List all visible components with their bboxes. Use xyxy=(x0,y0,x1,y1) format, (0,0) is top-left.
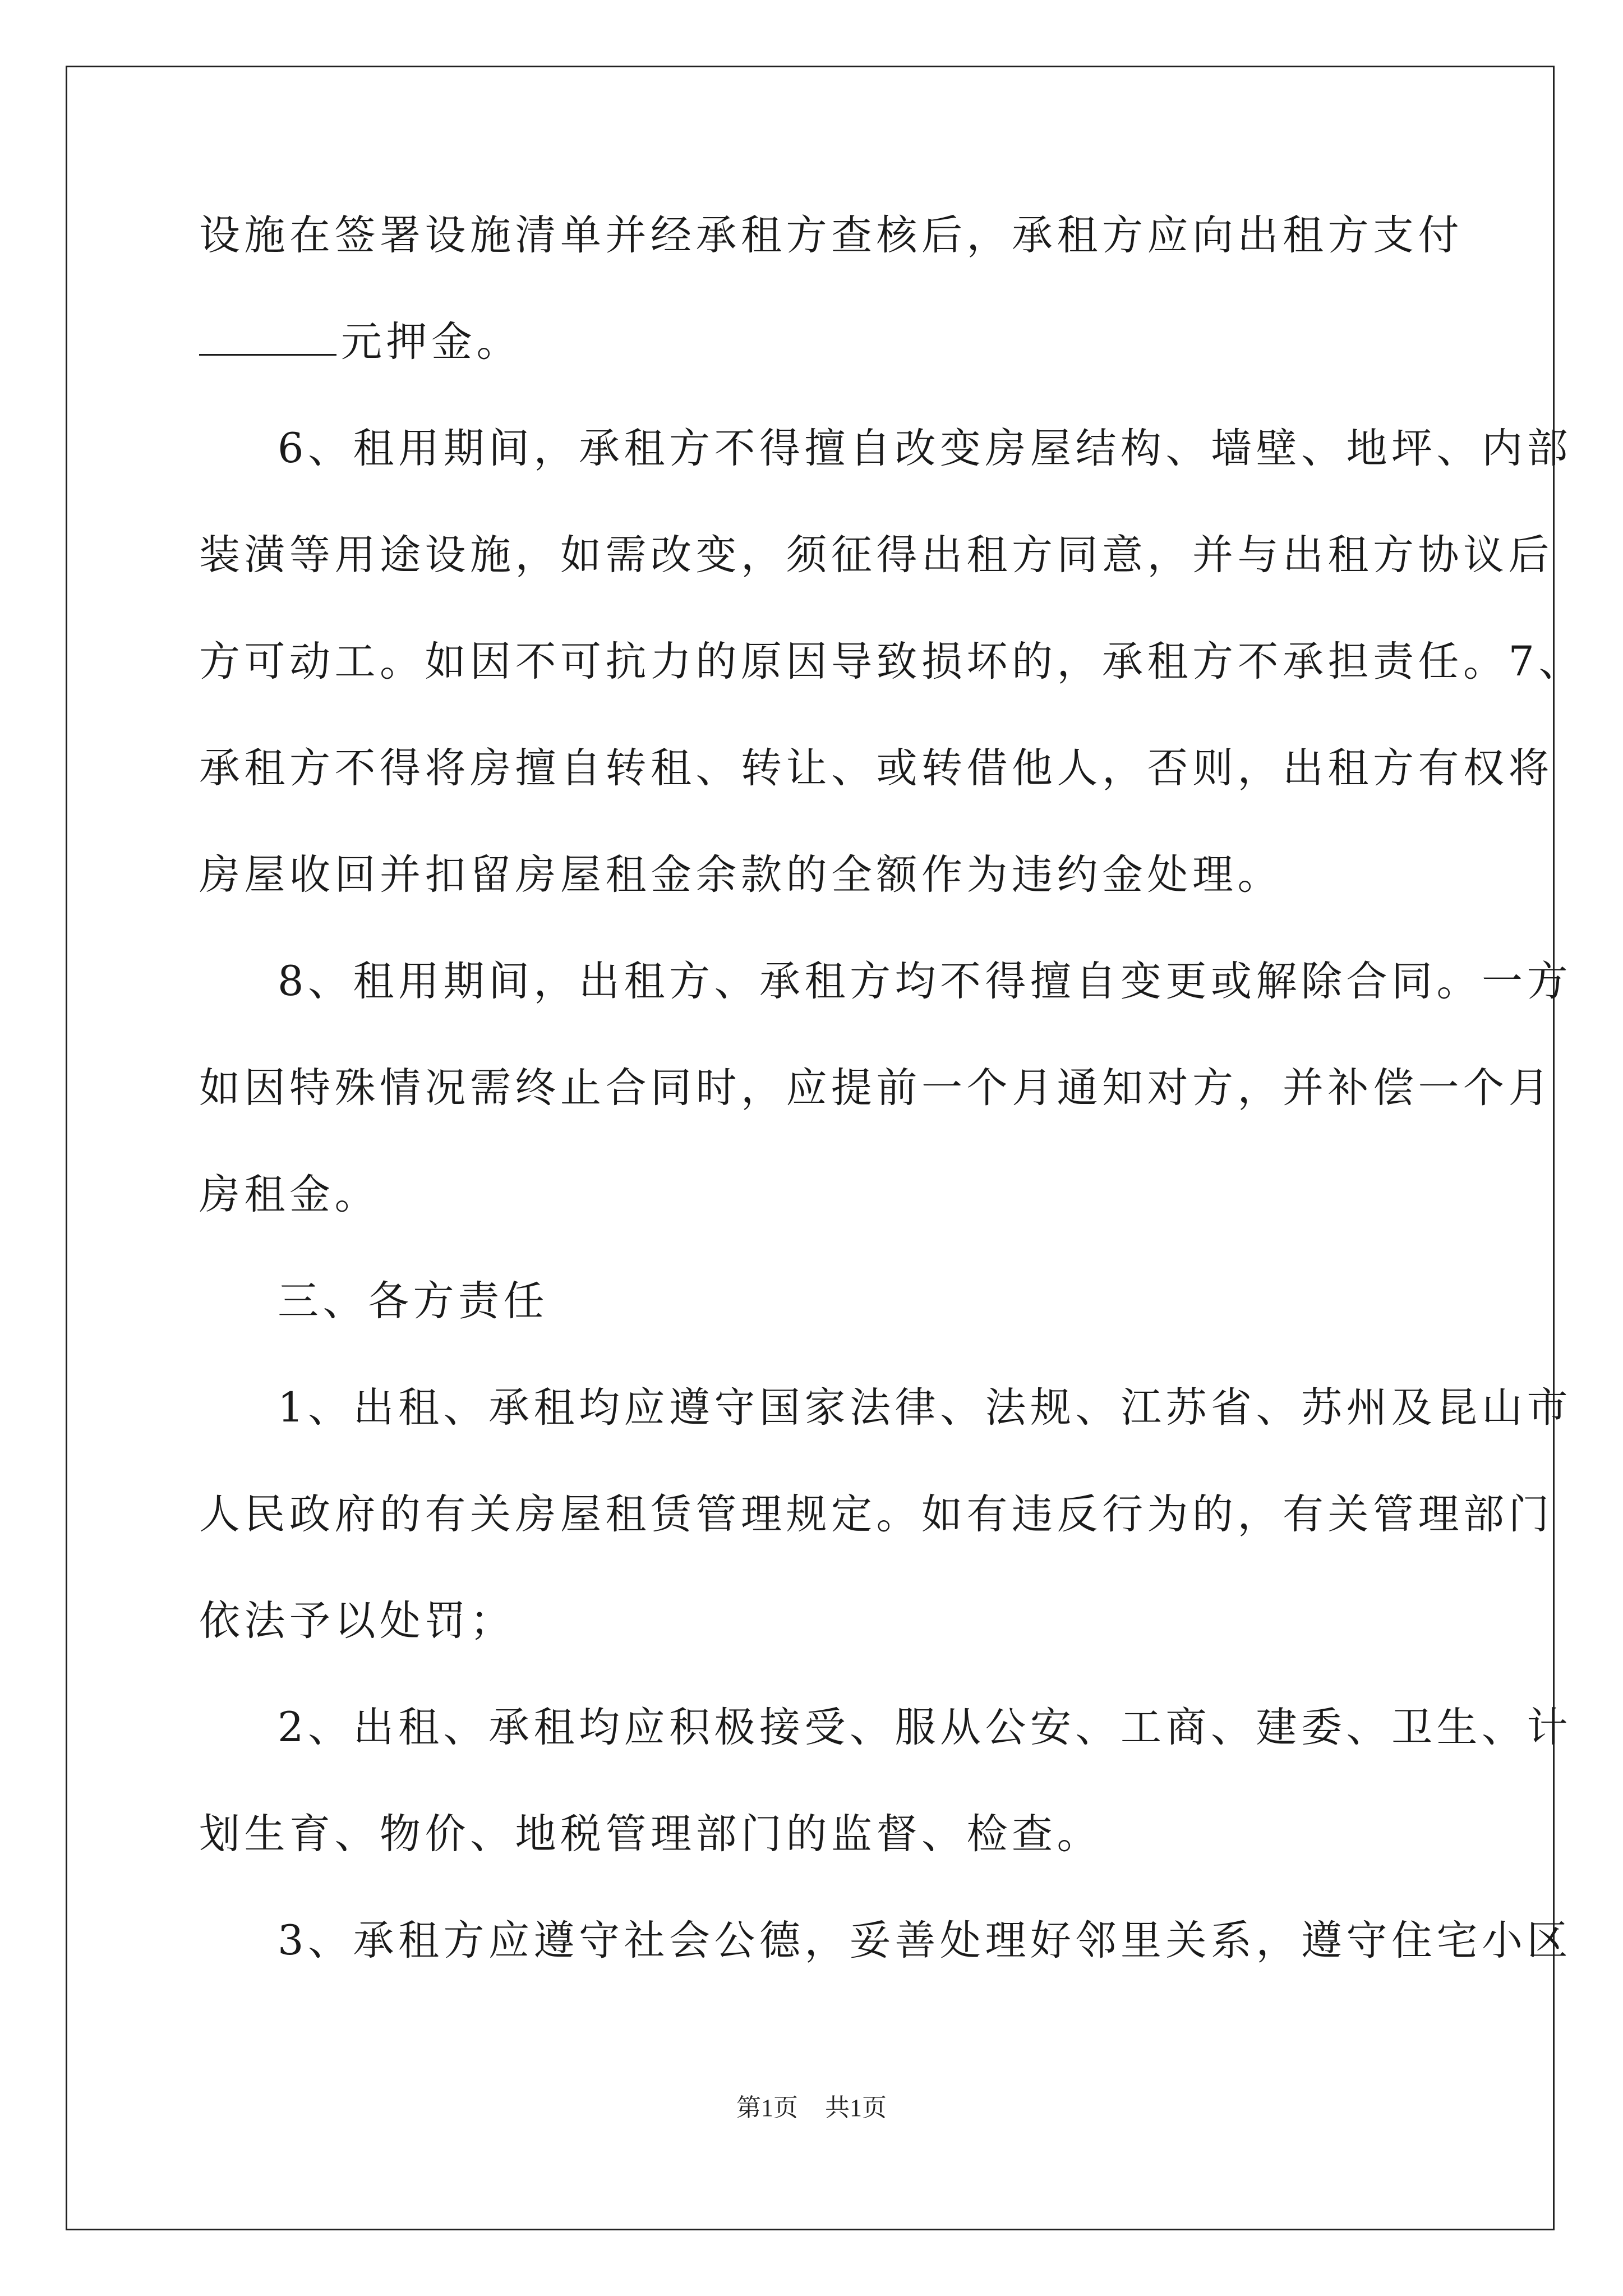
page-number: 第1页 xyxy=(736,2094,798,2122)
text-line: 房租金。 xyxy=(199,1171,380,1218)
text-line: 方可动工。如因不可抗力的原因导致损坏的，承租方不承担责任。7、 xyxy=(199,638,1584,685)
page-border xyxy=(66,66,1584,2230)
page-total: 共1页 xyxy=(825,2094,887,2122)
text-line: 如因特殊情况需终止合同时，应提前一个月通知对方，并补偿一个月 xyxy=(199,1064,1553,1112)
section-heading: 三、各方责任 xyxy=(278,1277,548,1325)
text-line: 2、出租、承租均应积极接受、服从公安、工商、建委、卫生、计 xyxy=(278,1704,1572,1751)
text-line: 人民政府的有关房屋租赁管理规定。如有违反行为的，有关管理部门 xyxy=(199,1490,1553,1538)
page-footer xyxy=(0,2091,1623,2125)
text-line: 装潢等用途设施，如需改变，须征得出租方同意，并与出租方协议后 xyxy=(199,531,1553,579)
text-line: 3、承租方应遵守社会公德，妥善处理好邻里关系，遵守住宅小区 xyxy=(278,1917,1572,1964)
text-line: 房屋收回并扣留房屋租金余款的全额作为违约金处理。 xyxy=(199,851,1283,899)
text-line: 划生育、物价、地税管理部门的监督、检查。 xyxy=(199,1810,1102,1858)
text-line: 6、租用期间，承租方不得擅自改变房屋结构、墙壁、地坪、内部 xyxy=(278,425,1572,472)
text-line: 承租方不得将房擅自转租、转让、或转借他人，否则，出租方有权将 xyxy=(199,744,1553,792)
text-line: 依法予以处罚； xyxy=(199,1597,515,1645)
text-fragment: 元押金。 xyxy=(341,318,522,366)
text-line: 1、出租、承租均应遵守国家法律、法规、江苏省、苏州及昆山市 xyxy=(278,1384,1572,1432)
text-line: 8、租用期间，出租方、承租方均不得擅自变更或解除合同。一方 xyxy=(278,958,1572,1005)
text-line-with-blank xyxy=(199,314,1427,370)
text-line: 设施在签署设施清单并经承租方查核后，承租方应向出租方支付 xyxy=(199,211,1463,259)
fill-in-blank xyxy=(199,321,336,356)
